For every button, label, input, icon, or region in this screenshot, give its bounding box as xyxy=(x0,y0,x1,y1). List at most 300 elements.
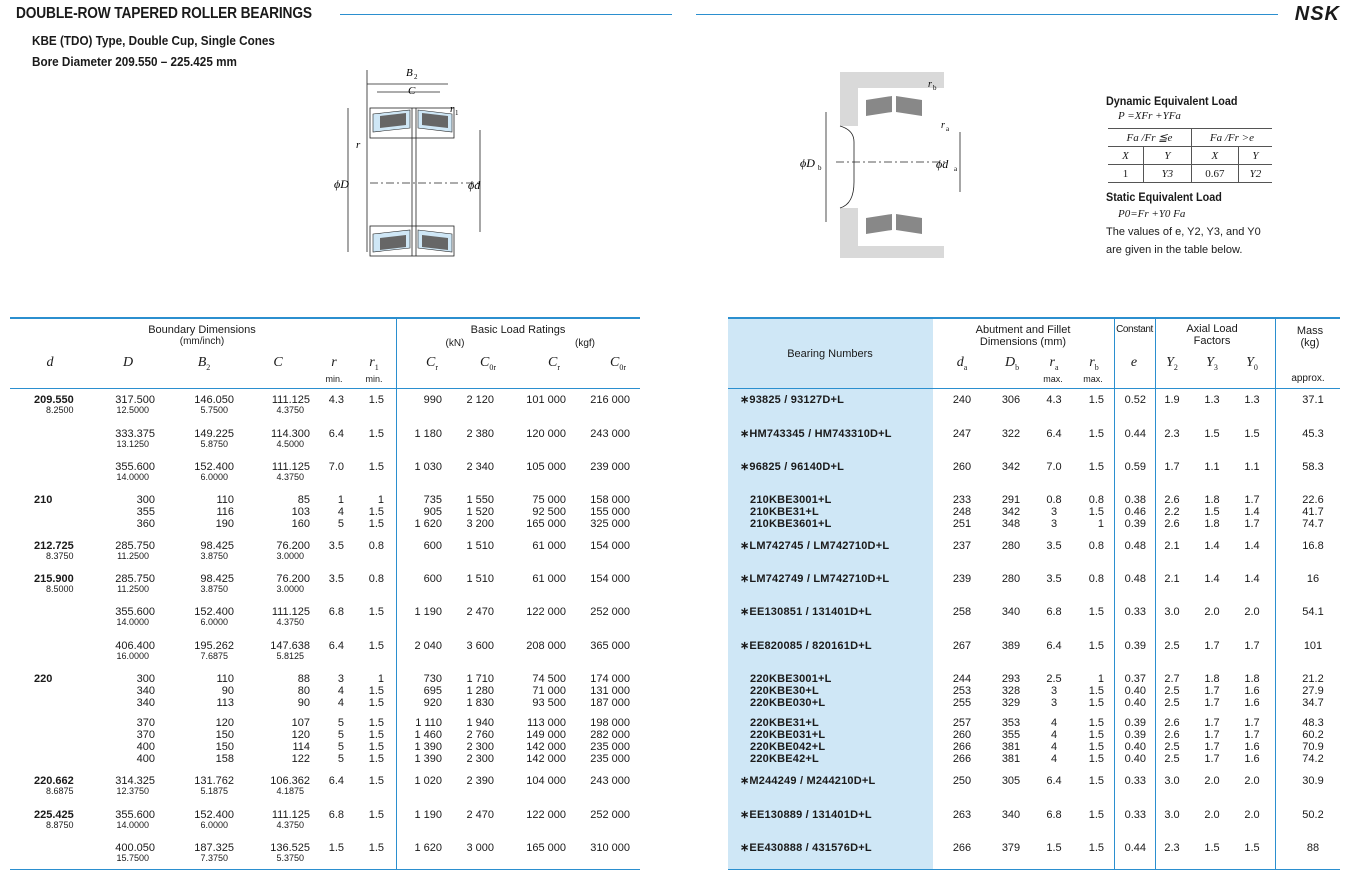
cell-Cork: 235 000 xyxy=(590,741,630,753)
cell-B: 150 xyxy=(215,741,234,753)
page-title: DOUBLE-ROW TAPERED ROLLER BEARINGS xyxy=(16,5,312,22)
cell-Y2: 2.3 xyxy=(1164,428,1180,440)
cell-rb: 1.5 xyxy=(1088,717,1104,729)
cell-Y2: 3.0 xyxy=(1164,606,1180,618)
cell-d: 209.550 xyxy=(34,394,74,406)
cell-Di: 11.2500 xyxy=(117,584,149,594)
cell-Y0: 2.0 xyxy=(1244,775,1260,787)
cell-Ci: 4.3750 xyxy=(276,405,304,415)
cell-m: 101 xyxy=(1303,640,1323,652)
cell-C: 107 xyxy=(291,717,310,729)
cell-Y3: 2.0 xyxy=(1204,809,1220,821)
cell-d: 215.900 xyxy=(34,573,74,585)
cell-m: 58.3 xyxy=(1302,461,1324,473)
cell-da: 253 xyxy=(952,685,972,697)
diagram-label-rb: r xyxy=(928,79,932,90)
formula-note-1: The values of e, Y2, Y3, and Y0 xyxy=(1106,226,1261,238)
cell-ra: 3.5 xyxy=(1046,540,1062,552)
cell-C: 122 xyxy=(291,753,310,765)
cell-da: 257 xyxy=(952,717,972,729)
cell-Y3: 1.5 xyxy=(1204,842,1220,854)
cell-Crk: 93 500 xyxy=(532,697,566,709)
cell-ra: 3.5 xyxy=(1046,573,1062,585)
cell-da: 239 xyxy=(952,573,972,585)
cell-rb: 1.5 xyxy=(1088,809,1104,821)
bearing-number: 220KBE042+L xyxy=(750,741,826,753)
bearing-number: ∗96825 / 96140D+L xyxy=(740,461,845,473)
cell-r: 6.8 xyxy=(328,809,344,821)
cell-D: 355 xyxy=(136,506,155,518)
cell-D: 300 xyxy=(136,673,155,685)
cell-Crk: 142 000 xyxy=(526,741,566,753)
cell-Y3: 1.7 xyxy=(1204,729,1220,741)
cell-Cork: 239 000 xyxy=(590,461,630,473)
cell-C: 147.638 xyxy=(270,640,310,652)
cell-rb: 1.5 xyxy=(1088,606,1104,618)
cell-Cor: 3 200 xyxy=(466,518,494,530)
cell-Cor: 2 470 xyxy=(466,809,494,821)
cell-Di: 11.2500 xyxy=(117,551,149,561)
cell-Db: 381 xyxy=(1001,753,1021,765)
cell-Y0: 1.7 xyxy=(1244,640,1260,652)
cell-e: 0.48 xyxy=(1124,540,1146,552)
cell-r: 4 xyxy=(337,697,344,709)
cell-Crk: 120 000 xyxy=(526,428,566,440)
cell-C: 88 xyxy=(297,673,310,685)
cell-r1: 1.5 xyxy=(368,717,384,729)
cell-m: 60.2 xyxy=(1302,729,1324,741)
cell-Y0: 1.6 xyxy=(1244,697,1260,709)
cell-Y2: 2.7 xyxy=(1164,673,1180,685)
cell-e: 0.39 xyxy=(1124,640,1146,652)
cell-Cr: 1 460 xyxy=(414,729,442,741)
cell-e: 0.38 xyxy=(1124,494,1146,506)
cell-ra: 7.0 xyxy=(1046,461,1062,473)
cell-Y3: 1.8 xyxy=(1204,673,1220,685)
cell-Cor: 1 550 xyxy=(466,494,494,506)
dynamic-load-equation: P =XFr +YFa xyxy=(1118,110,1181,122)
cell-Y3: 1.7 xyxy=(1204,685,1220,697)
cell-d: 220 xyxy=(34,673,53,685)
cell-m: 74.7 xyxy=(1302,518,1324,530)
cell-Crk: 74 500 xyxy=(532,673,566,685)
cell-Db: 353 xyxy=(1001,717,1021,729)
cell-r1: 0.8 xyxy=(368,573,384,585)
cell-Y2: 2.1 xyxy=(1164,573,1180,585)
bearing-number: 210KBE3601+L xyxy=(750,518,832,530)
cell-Crk: 105 000 xyxy=(526,461,566,473)
cell-B: 90 xyxy=(221,685,234,697)
bearing-number: ∗M244249 / M244210D+L xyxy=(740,775,876,787)
cell-Di: 14.0000 xyxy=(116,617,149,627)
cell-m: 50.2 xyxy=(1302,809,1324,821)
cell-ra: 3 xyxy=(1050,518,1058,530)
cell-Y0: 1.6 xyxy=(1244,753,1260,765)
cell-Cork: 282 000 xyxy=(590,729,630,741)
cell-Cork: 365 000 xyxy=(590,640,630,652)
cell-Cor: 1 280 xyxy=(466,685,494,697)
cell-ra: 4 xyxy=(1050,717,1058,729)
cell-Y0: 1.7 xyxy=(1244,494,1260,506)
bearing-number: 220KBE42+L xyxy=(750,753,819,765)
cell-da: 244 xyxy=(952,673,972,685)
diagram-label-C: C xyxy=(408,85,416,97)
cell-Y3: 1.7 xyxy=(1204,697,1220,709)
diagram-label-B2: B xyxy=(406,67,413,79)
cell-Cork: 154 000 xyxy=(590,573,630,585)
cell-r: 5 xyxy=(337,518,344,530)
cell-Y2: 1.9 xyxy=(1164,394,1180,406)
cell-D: 370 xyxy=(136,729,155,741)
cell-D: 285.750 xyxy=(115,540,155,552)
cell-D: 317.500 xyxy=(115,394,155,406)
cell-Di: 15.7500 xyxy=(116,853,149,863)
cell-r1: 1.5 xyxy=(368,809,384,821)
cell-Di: 14.0000 xyxy=(116,820,149,830)
cell-Cr: 1 110 xyxy=(415,717,442,729)
cell-Db: 322 xyxy=(1001,428,1021,440)
cell-r1: 1.5 xyxy=(368,640,384,652)
cell-C: 111.125 xyxy=(271,606,310,618)
cell-B: 116 xyxy=(216,506,234,518)
cell-C: 76.200 xyxy=(276,540,310,552)
cell-D: 400 xyxy=(136,753,155,765)
cell-r: 4 xyxy=(337,506,344,518)
cell-Bi: 5.8750 xyxy=(200,439,228,449)
cell-Y0: 1.7 xyxy=(1244,729,1260,741)
cell-Cr: 600 xyxy=(423,540,442,552)
cell-Bi: 3.8750 xyxy=(200,551,228,561)
cell-e: 0.33 xyxy=(1124,606,1146,618)
cell-da: 267 xyxy=(952,640,972,652)
bearing-number: ∗LM742749 / LM742710D+L xyxy=(740,573,890,585)
cell-Y2: 2.6 xyxy=(1164,518,1180,530)
cell-Y3: 1.4 xyxy=(1204,573,1220,585)
cell-Crk: 113 000 xyxy=(527,717,566,729)
cell-D: 340 xyxy=(136,697,155,709)
cell-Y0: 1.4 xyxy=(1244,540,1260,552)
cell-B: 120 xyxy=(215,717,234,729)
cell-e: 0.39 xyxy=(1124,729,1146,741)
cell-B: 131.762 xyxy=(194,775,234,787)
cell-Cor: 2 470 xyxy=(466,606,494,618)
cell-ra: 6.8 xyxy=(1046,809,1062,821)
cell-da: 247 xyxy=(952,428,972,440)
cell-B: 150 xyxy=(215,729,234,741)
brand-logo: NSK xyxy=(1294,3,1340,25)
cell-rb: 1.5 xyxy=(1088,729,1104,741)
cell-rb: 1.5 xyxy=(1088,506,1104,518)
cell-da: 260 xyxy=(952,729,972,741)
cell-Di: 14.0000 xyxy=(116,472,149,482)
diagram-label-da: ϕd xyxy=(936,157,949,171)
cell-Db: 328 xyxy=(1001,685,1021,697)
cell-Cor: 1 940 xyxy=(466,717,494,729)
cell-Ci: 4.5000 xyxy=(276,439,304,449)
cell-Db: 305 xyxy=(1001,775,1021,787)
cell-Y2: 2.2 xyxy=(1164,506,1180,518)
cell-e: 0.33 xyxy=(1124,809,1146,821)
cell-rb: 0.8 xyxy=(1088,540,1104,552)
cell-da: 240 xyxy=(952,394,972,406)
cell-Cork: 243 000 xyxy=(590,775,630,787)
cell-r1: 1.5 xyxy=(368,685,384,697)
cell-C: 111.125 xyxy=(271,394,310,406)
cell-r: 5 xyxy=(337,717,344,729)
cell-da: 258 xyxy=(952,606,972,618)
cell-Cor: 1 710 xyxy=(466,673,494,685)
header-rule-left xyxy=(340,14,672,15)
cell-Crk: 208 000 xyxy=(526,640,566,652)
cell-Db: 342 xyxy=(1001,506,1021,518)
cell-C: 85 xyxy=(297,494,310,506)
cell-rb: 1.5 xyxy=(1088,461,1104,473)
cell-Cor: 1 830 xyxy=(466,697,494,709)
cell-Y0: 1.1 xyxy=(1244,461,1260,473)
cell-ra: 4 xyxy=(1050,753,1058,765)
cell-r: 5 xyxy=(337,729,344,741)
cell-Cr: 730 xyxy=(423,673,442,685)
cell-Cor: 3 600 xyxy=(466,640,494,652)
cell-Di: 16.0000 xyxy=(116,651,149,661)
cell-Y3: 2.0 xyxy=(1204,775,1220,787)
cell-m: 37.1 xyxy=(1302,394,1324,406)
diagram-label-Db: ϕD xyxy=(800,156,815,170)
cell-da: 251 xyxy=(952,518,972,530)
svg-text:b: b xyxy=(818,164,822,172)
cell-ra: 1.5 xyxy=(1046,842,1062,854)
cell-d: 210 xyxy=(34,494,53,506)
cell-Bi: 3.8750 xyxy=(200,584,228,594)
cell-rb: 1.5 xyxy=(1088,741,1104,753)
cell-ra: 6.4 xyxy=(1046,775,1062,787)
cell-C: 120 xyxy=(291,729,310,741)
cell-Cr: 600 xyxy=(423,573,442,585)
bearing-number: 220KBE3001+L xyxy=(750,673,832,685)
cell-m: 70.9 xyxy=(1302,741,1324,753)
cell-Y2: 2.6 xyxy=(1164,494,1180,506)
cell-Db: 355 xyxy=(1001,729,1021,741)
cell-Cor: 1 510 xyxy=(466,540,494,552)
cell-r1: 1.5 xyxy=(368,775,384,787)
cell-Cor: 1 510 xyxy=(466,573,494,585)
cell-e: 0.44 xyxy=(1124,842,1146,854)
cell-da: 266 xyxy=(952,741,972,753)
cell-B: 98.425 xyxy=(200,540,234,552)
cell-rb: 1.5 xyxy=(1088,394,1104,406)
cell-Crk: 92 500 xyxy=(532,506,566,518)
subtitle-bore: Bore Diameter 209.550 – 225.425 mm xyxy=(32,54,237,69)
cell-r1: 1.5 xyxy=(368,461,384,473)
cell-Y2: 2.1 xyxy=(1164,540,1180,552)
cell-r1: 1.5 xyxy=(368,506,384,518)
cell-B: 98.425 xyxy=(200,573,234,585)
svg-text:a: a xyxy=(954,165,958,173)
cell-e: 0.33 xyxy=(1124,775,1146,787)
cell-Y0: 2.0 xyxy=(1244,606,1260,618)
cell-m: 21.2 xyxy=(1302,673,1324,685)
cell-r1: 1.5 xyxy=(368,606,384,618)
cell-Y3: 1.4 xyxy=(1204,540,1220,552)
svg-text:2: 2 xyxy=(414,73,418,81)
cell-r1: 1.5 xyxy=(368,428,384,440)
cell-r: 4 xyxy=(337,685,344,697)
cell-Ci: 4.1875 xyxy=(276,786,304,796)
cell-r: 6.4 xyxy=(328,428,344,440)
cell-Cork: 154 000 xyxy=(590,540,630,552)
cell-rb: 1.5 xyxy=(1088,775,1104,787)
cell-r: 5 xyxy=(337,741,344,753)
cell-Cor: 2 340 xyxy=(466,461,494,473)
cell-D: 400.050 xyxy=(115,842,155,854)
cell-rb: 1.5 xyxy=(1088,685,1104,697)
cell-d-inch: 8.3750 xyxy=(46,551,74,561)
cell-Crk: 149 000 xyxy=(526,729,566,741)
cell-Db: 280 xyxy=(1001,573,1021,585)
diagram-label-d: ϕd xyxy=(468,178,481,192)
cell-Cork: 310 000 xyxy=(590,842,630,854)
cell-r: 3 xyxy=(337,673,344,685)
cell-D: 340 xyxy=(136,685,155,697)
cell-ra: 6.8 xyxy=(1046,606,1062,618)
cell-C: 80 xyxy=(297,685,310,697)
cell-Cor: 3 000 xyxy=(466,842,494,854)
cell-Y0: 1.7 xyxy=(1244,518,1260,530)
cell-da: 248 xyxy=(952,506,972,518)
cell-r1: 1 xyxy=(377,673,384,685)
cell-D: 370 xyxy=(136,717,155,729)
cell-r: 1 xyxy=(337,494,344,506)
cell-da: 255 xyxy=(952,697,972,709)
cell-Cork: 187 000 xyxy=(590,697,630,709)
cell-e: 0.48 xyxy=(1124,573,1146,585)
cell-Y2: 2.5 xyxy=(1164,685,1180,697)
cell-Crk: 165 000 xyxy=(526,842,566,854)
cell-e: 0.52 xyxy=(1124,394,1146,406)
cell-C: 111.125 xyxy=(271,809,310,821)
cell-Y0: 2.0 xyxy=(1244,809,1260,821)
cell-Cr: 1 190 xyxy=(414,606,442,618)
cell-Y3: 1.8 xyxy=(1204,494,1220,506)
cell-ra: 6.4 xyxy=(1046,640,1062,652)
cell-Y3: 1.7 xyxy=(1204,717,1220,729)
cell-e: 0.39 xyxy=(1124,518,1146,530)
cell-C: 103 xyxy=(291,506,310,518)
cell-Db: 293 xyxy=(1001,673,1021,685)
bearing-number: 210KBE31+L xyxy=(750,506,819,518)
cell-Db: 381 xyxy=(1001,741,1021,753)
cell-m: 48.3 xyxy=(1302,717,1324,729)
cell-Cor: 2 300 xyxy=(466,753,494,765)
cell-B: 190 xyxy=(215,518,234,530)
cell-r1: 1 xyxy=(377,494,384,506)
cell-Y3: 1.5 xyxy=(1204,428,1220,440)
cell-Y3: 1.5 xyxy=(1204,506,1220,518)
cell-r1: 1.5 xyxy=(368,753,384,765)
cell-D: 300 xyxy=(136,494,155,506)
cell-Ci: 4.3750 xyxy=(276,472,304,482)
bearing-number: ∗EE130851 / 131401D+L xyxy=(740,606,872,618)
cell-Cr: 1 030 xyxy=(414,461,442,473)
cell-Y3: 1.7 xyxy=(1204,640,1220,652)
cell-rb: 1.5 xyxy=(1088,753,1104,765)
diagram-label-D: ϕD xyxy=(334,177,349,191)
cell-m: 88 xyxy=(1306,842,1320,854)
cell-m: 22.6 xyxy=(1302,494,1324,506)
bearing-number: ∗93825 / 93127D+L xyxy=(740,394,845,406)
cell-Cork: 216 000 xyxy=(590,394,630,406)
cell-m: 74.2 xyxy=(1302,753,1324,765)
cell-Ci: 3.0000 xyxy=(276,551,304,561)
cell-D: 285.750 xyxy=(115,573,155,585)
cell-rb: 1.5 xyxy=(1088,428,1104,440)
header-rule-right xyxy=(696,14,1278,15)
cell-D: 355.600 xyxy=(115,606,155,618)
cell-rb: 1 xyxy=(1097,518,1104,530)
bearing-section-diagram xyxy=(330,62,490,262)
cell-Db: 348 xyxy=(1001,518,1021,530)
cell-C: 114.300 xyxy=(271,428,310,440)
cell-m: 27.9 xyxy=(1302,685,1324,697)
cell-da: 266 xyxy=(952,753,972,765)
cell-e: 0.40 xyxy=(1124,741,1146,753)
cell-Crk: 142 000 xyxy=(526,753,566,765)
cell-Y0: 1.5 xyxy=(1244,428,1260,440)
cell-e: 0.40 xyxy=(1124,753,1146,765)
cell-ra: 4 xyxy=(1050,741,1058,753)
cell-Cr: 1 180 xyxy=(414,428,442,440)
cell-C: 76.200 xyxy=(276,573,310,585)
cell-Cr: 920 xyxy=(423,697,442,709)
cell-Cr: 735 xyxy=(423,494,442,506)
cell-m: 16.8 xyxy=(1302,540,1324,552)
cell-D: 314.325 xyxy=(115,775,155,787)
cell-Y0: 1.3 xyxy=(1244,394,1260,406)
cell-Y2: 2.6 xyxy=(1164,729,1180,741)
cell-da: 233 xyxy=(952,494,972,506)
formula-note-2: are given in the table below. xyxy=(1106,244,1243,256)
cell-r1: 0.8 xyxy=(368,540,384,552)
cell-Bi: 7.3750 xyxy=(200,853,228,863)
cell-B: 146.050 xyxy=(194,394,234,406)
cell-ra: 4.3 xyxy=(1046,394,1062,406)
bearing-number: 220KBE031+L xyxy=(750,729,826,741)
cell-Bi: 6.0000 xyxy=(200,472,228,482)
cell-Y2: 1.7 xyxy=(1164,461,1180,473)
cell-e: 0.39 xyxy=(1124,717,1146,729)
cell-Cr: 695 xyxy=(423,685,442,697)
cell-Cr: 990 xyxy=(423,394,442,406)
cell-Crk: 122 000 xyxy=(526,606,566,618)
cell-e: 0.40 xyxy=(1124,685,1146,697)
bearing-number: 220KBE30+L xyxy=(750,685,819,697)
svg-text:1: 1 xyxy=(455,109,459,117)
cell-Y2: 2.5 xyxy=(1164,640,1180,652)
cell-D: 360 xyxy=(136,518,155,530)
cell-Ci: 5.8125 xyxy=(276,651,304,661)
cell-ra: 6.4 xyxy=(1046,428,1062,440)
cell-Cor: 2 300 xyxy=(466,741,494,753)
cell-Y0: 1.6 xyxy=(1244,741,1260,753)
cell-r1: 1.5 xyxy=(368,842,384,854)
dynamic-load-title: Dynamic Equivalent Load xyxy=(1106,94,1238,108)
cell-B: 187.325 xyxy=(194,842,234,854)
cell-Di: 12.3750 xyxy=(116,786,149,796)
cell-r: 3.5 xyxy=(328,540,344,552)
cell-Crk: 75 000 xyxy=(532,494,566,506)
cell-r1: 1.5 xyxy=(368,394,384,406)
cell-r: 7.0 xyxy=(328,461,344,473)
